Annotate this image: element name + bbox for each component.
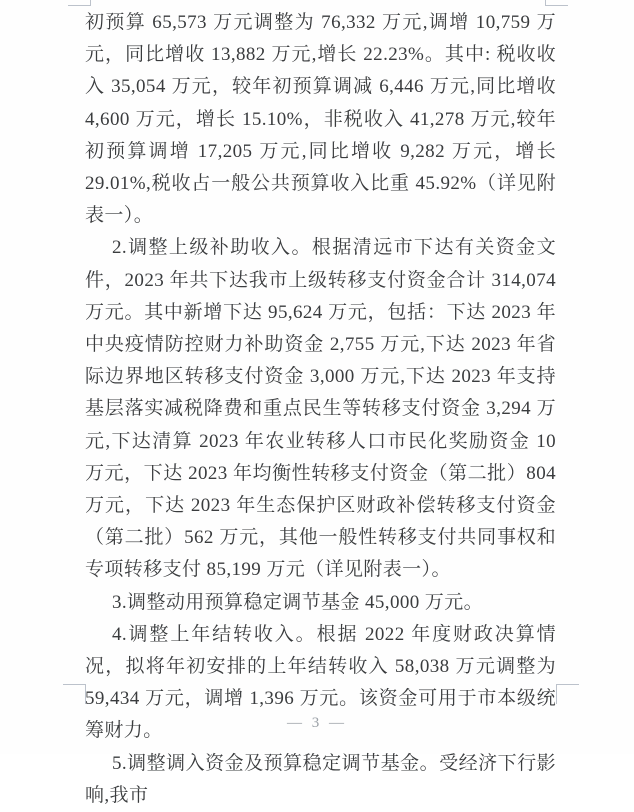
text-boundary-mark-top-left <box>68 0 91 6</box>
paragraph-item-5-transferred-funds: 5.调整调入资金及预算稳定调节基金。受经济下行影响,我市 <box>85 752 556 806</box>
paragraph-continuation-general-budget-revenue: 初预算 65,573 万元调整为 76,332 万元,调增 10,759 万元，同比增收 13,882 万元,增长 22.23%。其中: 税收收入 35,054 万元，较年初预算调减 6,446 万元,同比增收 4,600 万元，增长 15.10%，非税收入 41,278 万元,较年初预算调增 17,205 万元,同比增收 9,282 万元，增长 29.01%,税收占一般公共预算收入比重 45.92%（详见附表一）。 <box>85 12 556 227</box>
page-number: — 3 — <box>287 715 347 731</box>
paragraph-item-3-stabilization-fund: 3.调整动用预算稳定调节基金 45,000 万元。 <box>112 591 484 613</box>
text-boundary-mark-bottom-right <box>556 684 579 704</box>
document-body <box>85 7 556 812</box>
text-boundary-mark-bottom-left <box>63 684 86 704</box>
text-boundary-mark-top-right <box>545 0 568 6</box>
paragraph-item-4-carryover-revenue: 4.调整上年结转收入。根据 2022 年度财政决算情况，拟将年初安排的上年结转收入 58,038 万元调整为 59,434 万元，调增 1,396 万元。该资金可用于市本级统筹财力。 <box>85 623 556 742</box>
paragraph-item-2-superior-subsidy-revenue: 2.调整上级补助收入。根据清远市下达有关资金文件，2023 年共下达我市上级转移支付资金合计 314,074 万元。其中新增下达 95,624 万元，包括：下达 2023 年中央疫情防控财力补助资金 2,755 万元,下达 2023 年省际边界地区转移支付资金 3,000 万元,下达 2023 年支持基层落实减税降费和重点民生等转移支付资金 3,294 万元,下达清算 2023 年农业转移人口市民化奖励资金 10 万元，下达 2023 年均衡性转移支付资金（第二批）804 万元，下达 2023 年生态保护区财政补偿转移支付资金（第二批）562 万元，其他一般性转移支付共同事权和专项转移支付 85,199 万元（详见附表一）。 <box>85 237 556 581</box>
